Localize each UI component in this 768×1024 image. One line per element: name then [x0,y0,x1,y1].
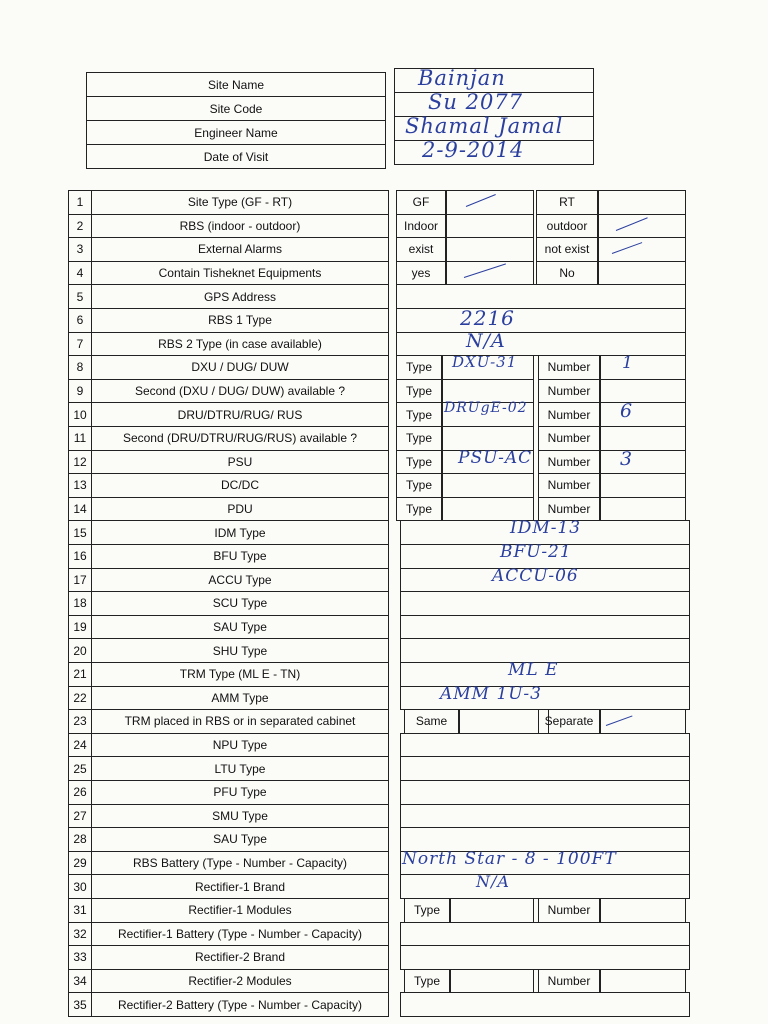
answer-label-cell: Type [396,473,442,498]
rbs1-value: 2216 [460,306,515,330]
answer-cell [396,308,686,333]
answer-cell [400,992,690,1017]
engineer-name-value: Shamal Jamal [405,114,564,138]
row-label: Rectifier-1 Battery (Type - Number - Capacity) [91,922,389,947]
row-label: PFU Type [91,780,389,805]
row-label: SAU Type [91,615,389,640]
row-label: Rectifier-2 Modules [91,969,389,994]
answer-label-cell: outdoor [536,214,598,239]
answer-label-cell: GF [396,190,446,215]
row-label: IDM Type [91,520,389,545]
row-label: Site Type (GF - RT) [91,190,389,215]
engineer-name-label: Engineer Name [86,120,386,145]
answer-blank-cell [600,898,686,923]
answer-label-cell: Number [538,402,600,427]
answer-cell [396,284,686,309]
answer-label-cell: Type [404,898,450,923]
row-number: 6 [68,308,92,333]
row-label: TRM Type (ML E - TN) [91,662,389,687]
row-label: Rectifier-2 Battery (Type - Number - Capacity) [91,992,389,1017]
row-label: RBS 2 Type (in case available) [91,332,389,357]
answer-label-cell: Type [396,497,442,522]
row-number: 14 [68,497,92,522]
site-code-value: Su 2077 [428,90,524,114]
rectifier1-brand-value: N/A [476,872,510,892]
row-label: TRM placed in RBS or in separated cabinet [91,709,389,734]
answer-blank-cell [598,237,686,262]
row-number: 28 [68,827,92,852]
row-label: External Alarms [91,237,389,262]
answer-blank-cell [446,214,534,239]
answer-cell [400,756,690,781]
rbs2-value: N/A [466,329,506,352]
answer-blank-cell [600,969,686,994]
row-label: NPU Type [91,733,389,758]
row-label: BFU Type [91,544,389,569]
answer-cell [400,804,690,829]
row-label: LTU Type [91,756,389,781]
answer-blank-cell [598,261,686,286]
answer-label-cell: Type [396,379,442,404]
site-name-value: Bainjan [418,66,506,90]
answer-cell [400,874,690,899]
accu-value: ACCU-06 [492,565,579,586]
row-number: 30 [68,874,92,899]
row-label: PSU [91,450,389,475]
amm-value: AMM 1U-3 [440,683,542,704]
row-label: DC/DC [91,473,389,498]
answer-label-cell: exist [396,237,446,262]
answer-label-cell: Number [538,969,600,994]
row-number: 4 [68,261,92,286]
date-of-visit-label: Date of Visit [86,144,386,169]
row-label: Rectifier-2 Brand [91,945,389,970]
row-label: GPS Address [91,284,389,309]
answer-blank-cell [600,497,686,522]
row-number: 31 [68,898,92,923]
answer-label-cell: Indoor [396,214,446,239]
row-number: 8 [68,355,92,380]
row-label: Rectifier-1 Modules [91,898,389,923]
dxu-type-value: DXU-31 [452,353,518,372]
row-number: 32 [68,922,92,947]
answer-blank-cell [598,190,686,215]
dru-type-value: DRUgE-02 [444,400,528,417]
row-label: Second (DXU / DUG/ DUW) available ? [91,379,389,404]
answer-label-cell: RT [536,190,598,215]
row-label: SMU Type [91,804,389,829]
row-label: RBS (indoor - outdoor) [91,214,389,239]
site-code-label: Site Code [86,96,386,121]
answer-blank-cell [450,969,534,994]
answer-label-cell: Number [538,898,600,923]
answer-label-cell: Type [396,402,442,427]
answer-blank-cell [446,261,534,286]
answer-label-cell: Number [538,450,600,475]
row-number: 21 [68,662,92,687]
row-number: 26 [68,780,92,805]
answer-cell [396,329,686,357]
dxu-number-value: 1 [622,353,634,374]
answer-blank-cell [600,402,686,427]
row-number: 20 [68,638,92,663]
answer-label-cell: Number [538,426,600,451]
row-number: 33 [68,945,92,970]
row-label: AMM Type [91,686,389,711]
answer-blank-cell [600,426,686,451]
answer-cell [400,780,690,805]
answer-cell [400,733,690,758]
row-number: 24 [68,733,92,758]
answer-label-cell: Separate [538,709,600,734]
answer-label-cell: Type [396,355,442,380]
answer-label-cell: Type [404,969,450,994]
row-label: PDU [91,497,389,522]
answer-label-cell: No [536,261,598,286]
row-label: SHU Type [91,638,389,663]
row-number: 1 [68,190,92,215]
answer-blank-cell [600,355,686,380]
row-number: 16 [68,544,92,569]
row-label: Rectifier-1 Brand [91,874,389,899]
row-number: 22 [68,686,92,711]
trm-value: ML E [508,660,559,680]
answer-cell [400,615,690,640]
answer-blank-cell [598,214,686,239]
answer-blank-cell [450,898,534,923]
bfu-value: BFU-21 [500,542,572,562]
row-number: 10 [68,402,92,427]
answer-cell [400,922,690,947]
psu-type-value: PSU-AC [458,447,533,468]
row-number: 25 [68,756,92,781]
row-number: 5 [68,284,92,309]
answer-cell [400,945,690,970]
row-number: 11 [68,426,92,451]
row-number: 35 [68,992,92,1017]
answer-label-cell: Number [538,473,600,498]
answer-cell [400,591,690,616]
row-label: Contain Tisheknet Equipments [91,261,389,286]
answer-blank-cell [600,473,686,498]
row-label: ACCU Type [91,568,389,593]
row-number: 2 [68,214,92,239]
row-label: SCU Type [91,591,389,616]
row-label: RBS 1 Type [91,308,389,333]
row-number: 23 [68,709,92,734]
answer-label-cell: not exist [536,237,598,262]
answer-label-cell: Number [538,497,600,522]
dru-number-value: 6 [620,400,634,423]
psu-number-value: 3 [620,447,634,470]
row-number: 18 [68,591,92,616]
row-label: DXU / DUG/ DUW [91,355,389,380]
row-label: DRU/DTRU/RUG/ RUS [91,402,389,427]
answer-label-cell: Number [538,379,600,404]
row-number: 17 [68,568,92,593]
row-number: 15 [68,520,92,545]
battery-value: North Star - 8 - 100FT [402,848,617,869]
row-number: 9 [68,379,92,404]
answer-label-cell: Same [404,709,459,734]
date-of-visit-value: 2-9-2014 [422,138,525,162]
site-name-label: Site Name [86,72,386,97]
idm-value: IDM-13 [510,518,582,539]
row-number: 29 [68,851,92,876]
answer-label-cell: yes [396,261,446,286]
row-label: RBS Battery (Type - Number - Capacity) [91,851,389,876]
row-label: SAU Type [91,827,389,852]
row-number: 12 [68,450,92,475]
answer-blank-cell [459,709,549,734]
answer-blank-cell [600,379,686,404]
answer-blank-cell [446,190,534,215]
answer-blank-cell [442,473,534,498]
row-label: Second (DRU/DTRU/RUG/RUS) available ? [91,426,389,451]
answer-blank-cell [600,447,686,475]
row-number: 13 [68,473,92,498]
answer-blank-cell [446,237,534,262]
answer-label-cell: Number [538,355,600,380]
answer-label-cell: Type [396,426,442,451]
row-number: 3 [68,237,92,262]
row-number: 27 [68,804,92,829]
row-number: 34 [68,969,92,994]
row-number: 19 [68,615,92,640]
answer-label-cell: Type [396,450,442,475]
row-number: 7 [68,332,92,357]
